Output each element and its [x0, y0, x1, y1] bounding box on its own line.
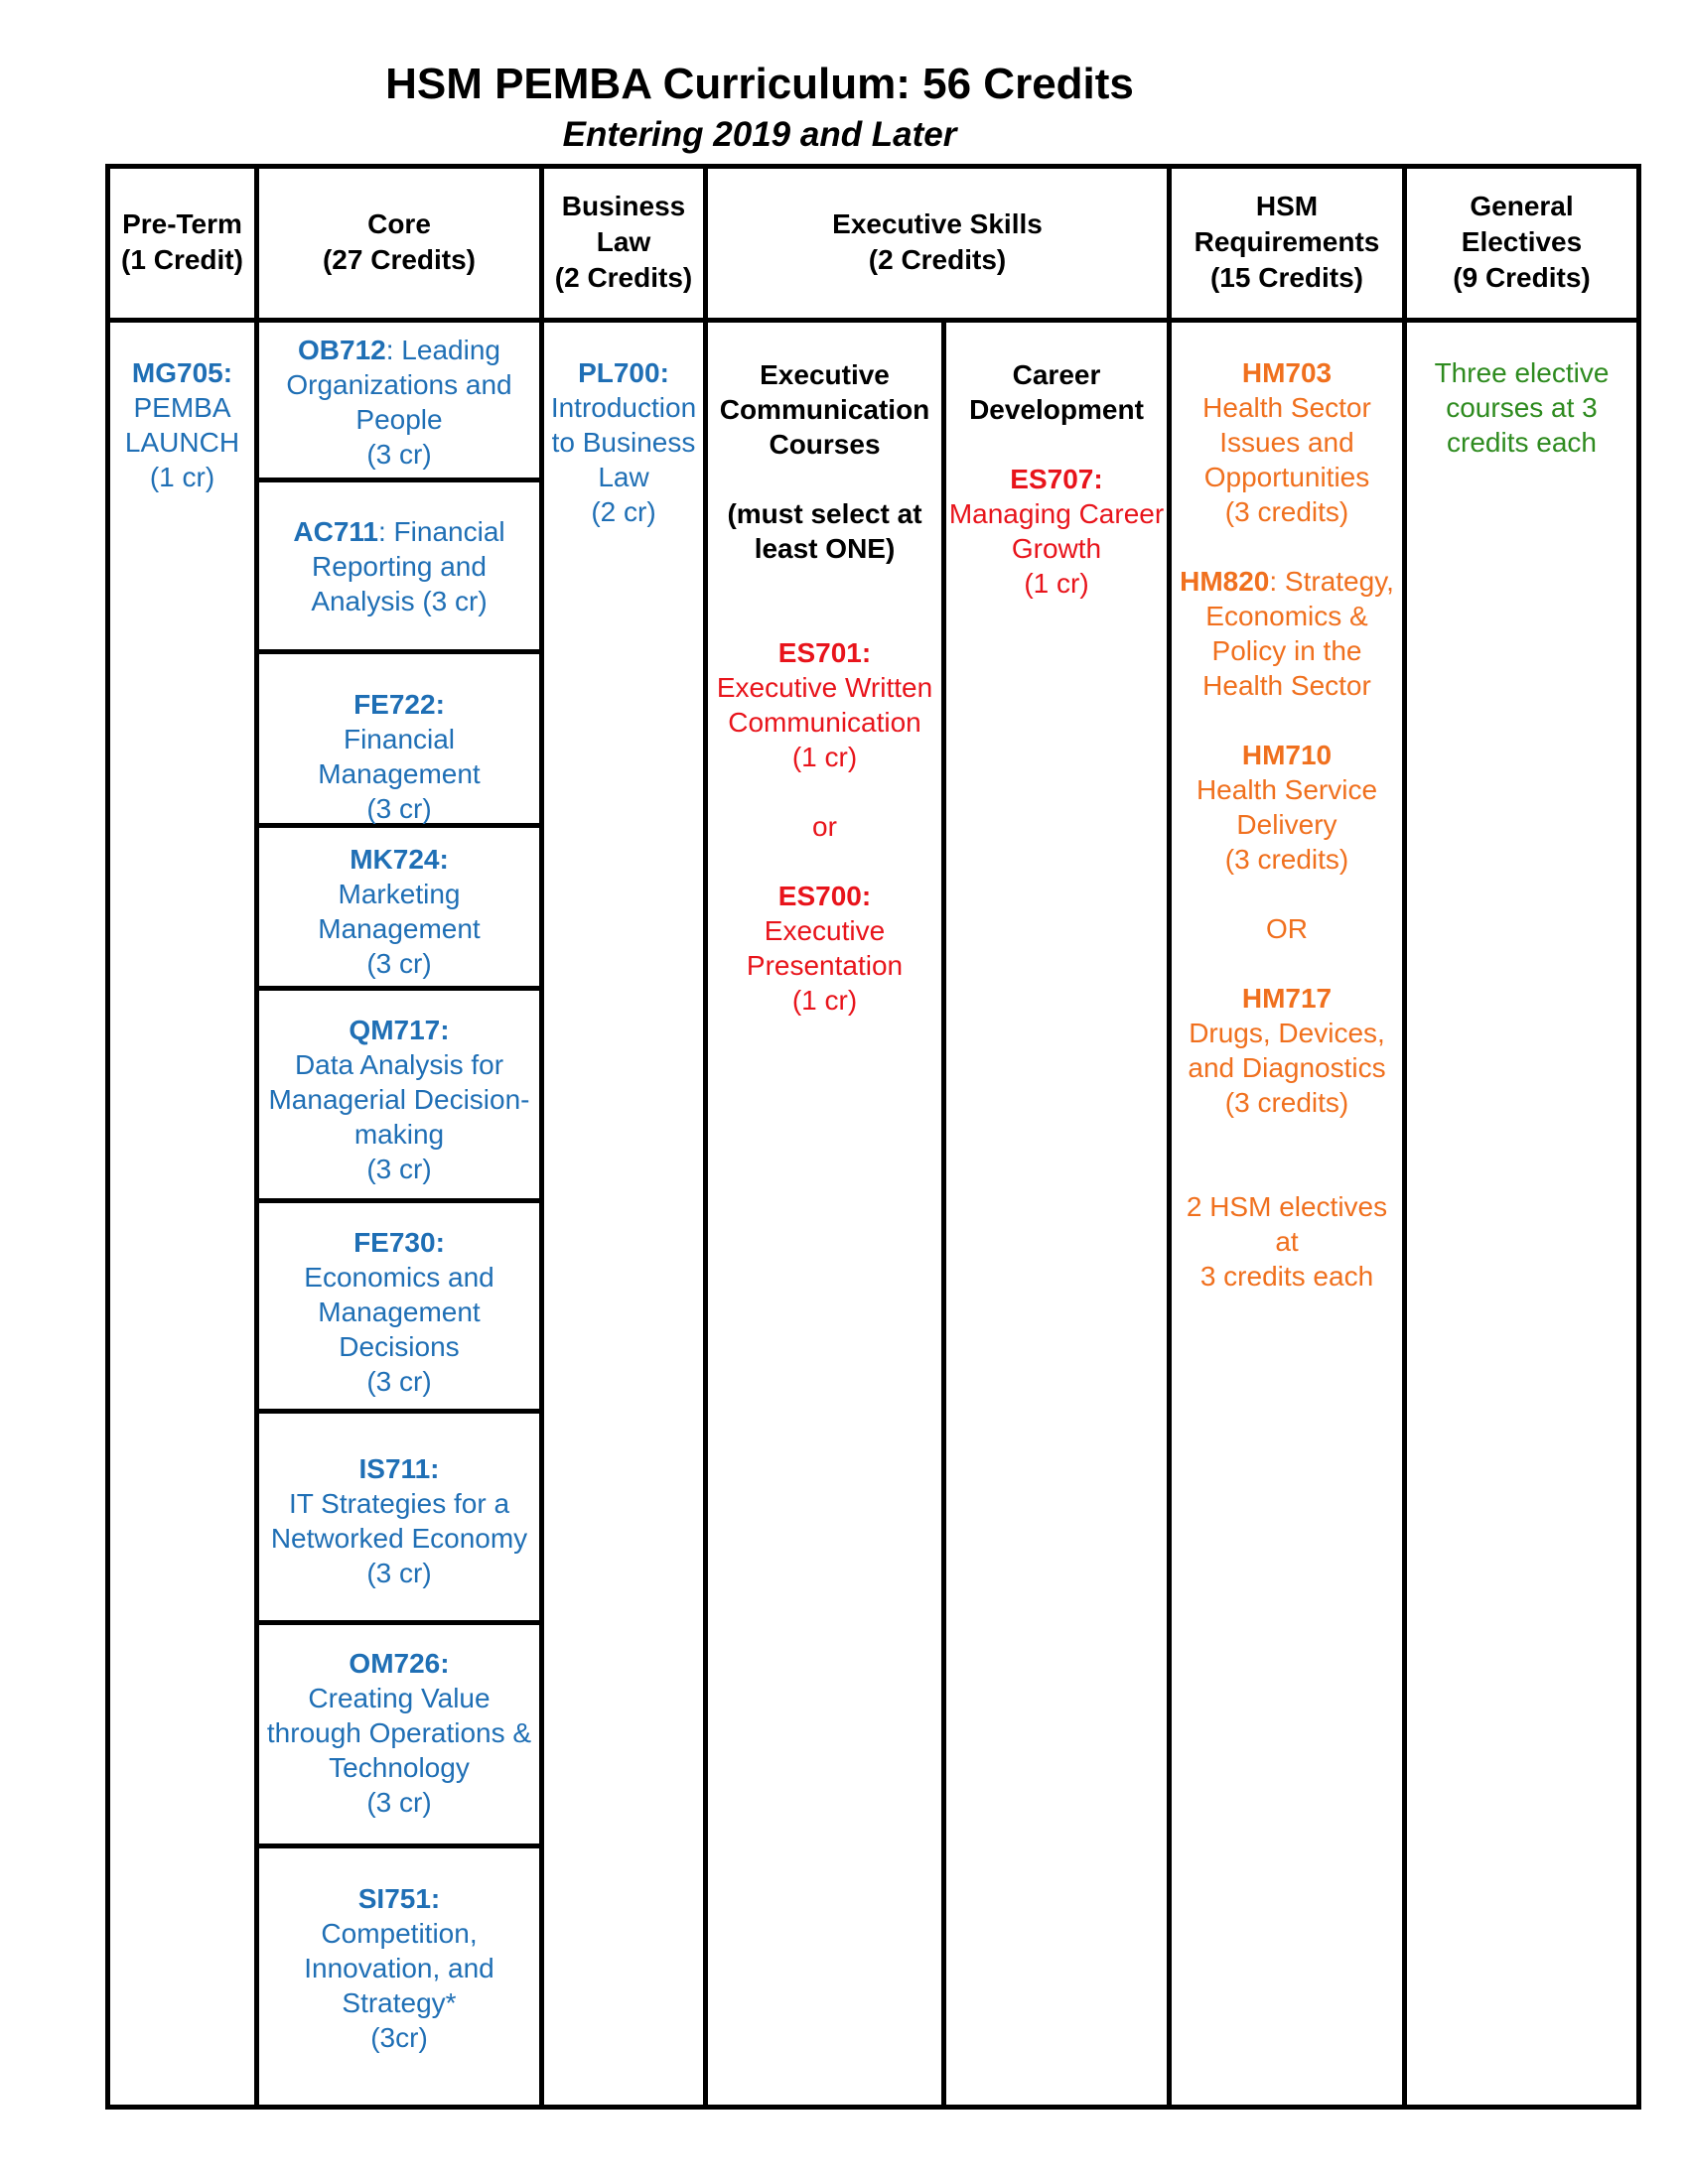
row-divider [254, 1620, 544, 1625]
executive-communication: Executive Communication Courses (must select at least ONE) ES701: Executive Written Communication (1 cr) or ES700: Executive Presentation (1 cr) [708, 357, 941, 1018]
header-core: Core (27 Credits) [322, 208, 477, 275]
course-si751: SI751: Competition, Innovation, and Strategy* (3cr) [304, 1883, 494, 2053]
course-es707-code: ES707: [1010, 464, 1103, 494]
course-fe722: FE722: Financial Management (3 cr) [318, 689, 481, 824]
row-divider [254, 1409, 544, 1414]
row-divider [254, 1843, 544, 1848]
course-mk724: MK724: Marketing Management (3 cr) [318, 844, 481, 979]
page-subtitle: Entering 2019 and Later [562, 115, 957, 154]
course-om726: OM726: Creating Value through Operations & Technology (3 cr) [266, 1648, 532, 1818]
or-label: or [812, 811, 837, 842]
row-divider [254, 649, 544, 654]
page-title: HSM PEMBA Curriculum: 56 Credits [385, 60, 1134, 108]
course-es700-code: ES700: [777, 881, 872, 911]
course-pl700: PL700: Introduction to Business Law (2 cr) [550, 357, 697, 527]
header-general-electives: General Electives (9 Credits) [1453, 191, 1591, 293]
header-business-law: Business Law (2 Credits) [554, 191, 693, 293]
course-qm717: QM717: Data Analysis for Managerial Decision- making (3 cr) [268, 1015, 530, 1184]
row-divider [254, 986, 544, 991]
header-executive-skills: Executive Skills (2 Credits) [832, 208, 1043, 275]
career-development: Career Development ES707: Managing Career Growth (1 cr) [946, 357, 1167, 601]
course-fe730: FE730: Economics and Management Decisions (3 cr) [304, 1227, 494, 1397]
course-es701-code: ES701: [777, 637, 872, 668]
hsm-requirements: HM703 Health Sector Issues and Opportunities (3 credits) HM820: Strategy, Economics & Policy in the Health Sector HM710 Health Service Delivery (3 credits) OR HM717 Drugs, Devices, and Diagnostics (3 credits) 2 HSM electives at 3 credits each [1172, 355, 1402, 1294]
general-electives: Three elective courses at 3 credits each [1434, 357, 1610, 458]
course-is711: IS711: IT Strategies for a Networked Economy (3 cr) [270, 1453, 528, 1588]
course-mg705: MG705: PEMBA LAUNCH (1 cr) [124, 357, 240, 492]
header-preterm: Pre-Term (1 Credit) [121, 208, 243, 275]
header-divider [105, 318, 1641, 323]
course-ac711: AC711: Financial Reporting and Analysis (3 cr) [293, 516, 505, 616]
header-hsm-requirements: HSM Requirements (15 Credits) [1194, 191, 1380, 293]
course-ob712: OB712: Leading Organizations and People (3 cr) [286, 335, 512, 470]
row-divider [254, 478, 544, 482]
row-divider [254, 1198, 544, 1203]
or-label: OR [1266, 913, 1308, 944]
